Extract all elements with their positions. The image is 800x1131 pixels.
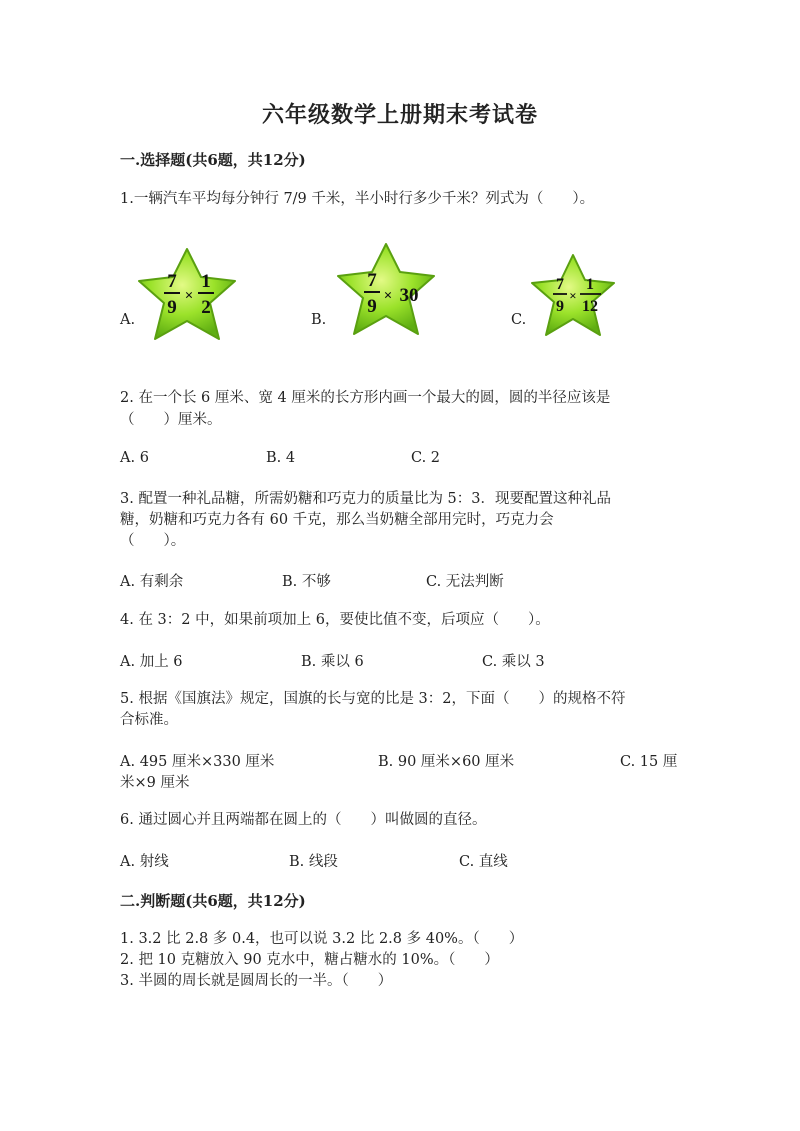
q6-option-c[interactable]: C. 直线 bbox=[459, 854, 508, 870]
question-3-line-2: 糖，奶糖和巧克力各有 60 千克，那么当奶糖全部用完时，巧克力会 bbox=[120, 512, 554, 528]
q2-option-a[interactable]: A. 6 bbox=[120, 450, 149, 466]
q3-option-b[interactable]: B. 不够 bbox=[282, 574, 331, 590]
q1c-times: × bbox=[569, 288, 577, 303]
q1c-numerator-2: 1 bbox=[586, 276, 594, 293]
q2-option-c[interactable]: C. 2 bbox=[411, 450, 441, 466]
question-2-line-1: 2. 在一个长 6 厘米、宽 4 厘米的长方形内画一个最大的圆，圆的半径应该是 bbox=[120, 390, 611, 406]
q5-option-c-continued[interactable]: 米×9 厘米 bbox=[120, 775, 190, 791]
q1-option-a-star-image[interactable] bbox=[135, 245, 240, 345]
q1c-numerator-1: 7 bbox=[556, 276, 564, 293]
q5-option-c[interactable]: C. 15 厘 bbox=[620, 754, 678, 770]
question-3-line-1: 3. 配置一种礼品糖，所需奶糖和巧克力的质量比为 5：3．现要配置这种礼品 bbox=[120, 491, 612, 507]
question-2-line-2: （ ）厘米。 bbox=[120, 412, 222, 428]
judgement-item-3: 3. 半圆的周长就是圆周长的一半。（ ） bbox=[120, 973, 393, 989]
q3-option-a[interactable]: A. 有剩余 bbox=[120, 574, 184, 590]
judgement-item-1: 1. 3.2 比 2.8 多 0.4，也可以说 3.2 比 2.8 多 40%。（ ） bbox=[120, 931, 524, 947]
q1b-times: × bbox=[383, 288, 393, 304]
q1a-times: × bbox=[184, 288, 194, 304]
q2-option-b[interactable]: B. 4 bbox=[266, 450, 296, 466]
q1-option-c-star-image[interactable] bbox=[528, 252, 618, 340]
q1a-denominator-1: 9 bbox=[167, 297, 177, 318]
q1a-numerator-1: 7 bbox=[167, 271, 177, 292]
q6-option-a[interactable]: A. 射线 bbox=[120, 854, 169, 870]
q4-option-a[interactable]: A. 加上 6 bbox=[120, 654, 183, 670]
q5-option-b[interactable]: B. 90 厘米×60 厘米 bbox=[378, 754, 515, 770]
question-5-line-2: 合标准。 bbox=[120, 712, 178, 728]
q1-option-c-label[interactable]: C. bbox=[511, 312, 527, 328]
q1a-numerator-2: 1 bbox=[201, 271, 211, 292]
page-title: 六年级数学上册期末考试卷 bbox=[261, 102, 538, 128]
question-1-text: 1.一辆汽车平均每分钟行 7/9 千米，半小时行多少千米？列式为（ ）。 bbox=[120, 191, 595, 207]
q1c-denominator-1: 9 bbox=[556, 298, 564, 315]
section-heading-choice: 一.选择题(共6题，共12分) bbox=[120, 151, 306, 169]
q6-option-b[interactable]: B. 线段 bbox=[289, 854, 338, 870]
section-heading-judgement: 二.判断题(共6题，共12分) bbox=[120, 892, 306, 910]
judgement-item-2: 2. 把 10 克糖放入 90 克水中，糖占糖水的 10%。（ ） bbox=[120, 952, 499, 968]
q1b-numerator: 7 bbox=[367, 270, 377, 291]
q1-option-b-label[interactable]: B. bbox=[311, 312, 327, 328]
q1-option-a-label[interactable]: A. bbox=[120, 312, 136, 328]
q1a-denominator-2: 2 bbox=[201, 297, 211, 318]
q5-option-a[interactable]: A. 495 厘米×330 厘米 bbox=[120, 754, 275, 770]
q1c-denominator-2: 12 bbox=[582, 298, 598, 315]
question-3-line-3: （ ）。 bbox=[120, 533, 186, 549]
q4-option-c[interactable]: C. 乘以 3 bbox=[482, 654, 545, 670]
q4-option-b[interactable]: B. 乘以 6 bbox=[301, 654, 364, 670]
q1b-denominator: 9 bbox=[367, 296, 377, 317]
question-5-line-1: 5. 根据《国旗法》规定，国旗的长与宽的比是 3：2，下面（ ）的规格不符 bbox=[120, 691, 626, 707]
q1b-multiplier: 30 bbox=[399, 285, 419, 306]
question-6-text: 6. 通过圆心并且两端都在圆上的（ ）叫做圆的直径。 bbox=[120, 812, 487, 828]
q1-option-b-star-image[interactable] bbox=[336, 240, 441, 340]
question-4-text: 4. 在 3：2 中，如果前项加上 6，要使比值不变，后项应（ ）。 bbox=[120, 612, 550, 628]
q3-option-c[interactable]: C. 无法判断 bbox=[426, 574, 504, 590]
